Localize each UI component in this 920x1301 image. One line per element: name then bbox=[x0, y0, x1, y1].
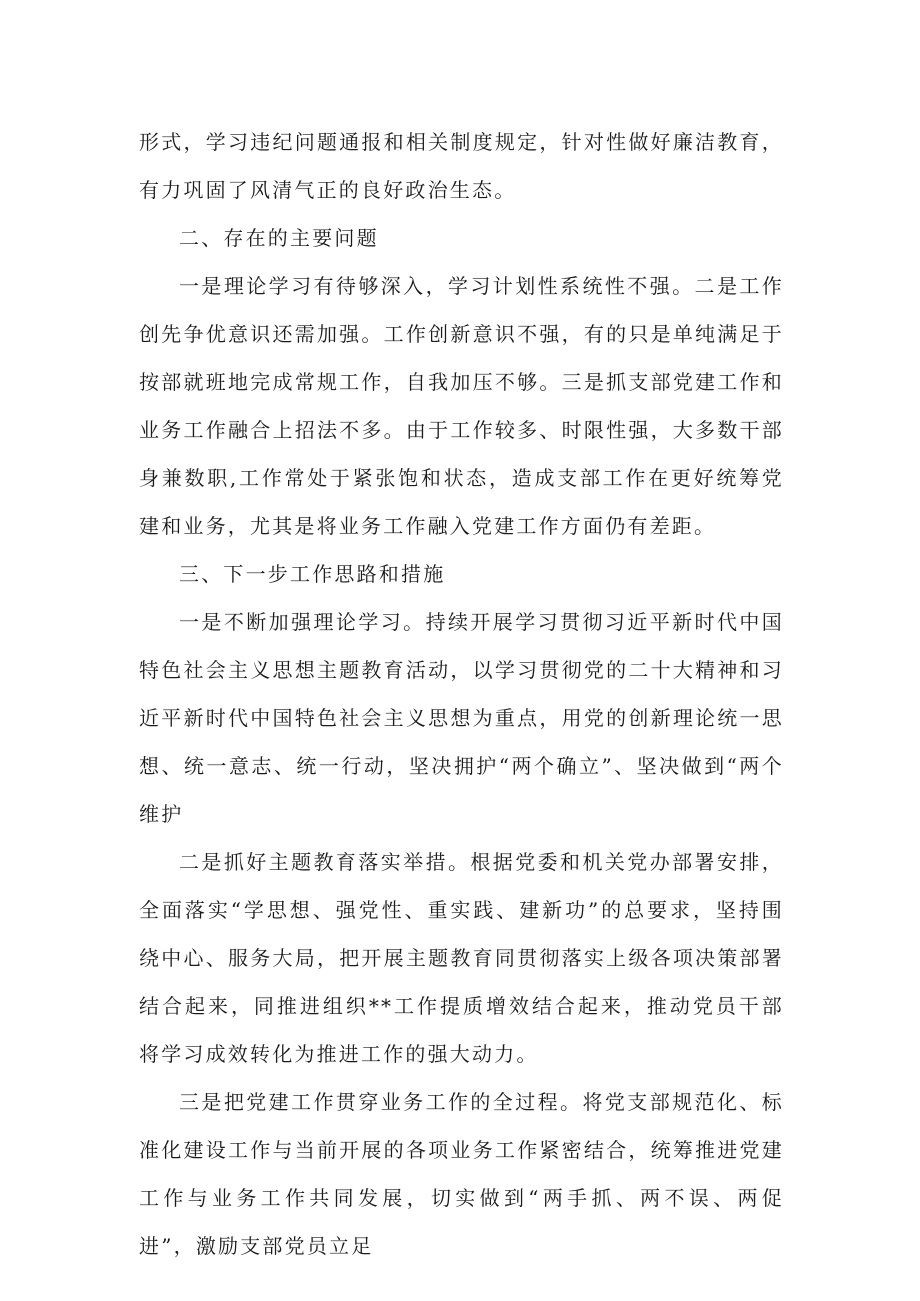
paragraph-party-building: 三是把党建工作贯穿业务工作的全过程。将党支部规范化、标准化建设工作与当前开展的各项业务工作紧密结合，统筹推进党建工作与业务工作共同发展，切实做到“两手抓、两不误、两促进”，激励支部党员立足 bbox=[139, 1090, 784, 1258]
paragraph-problems: 一是理论学习有待够深入，学习计划性系统性不强。二是工作创先争优意识还需加强。工作创新意识不强，有的只是单纯满足于按部就班地完成常规工作，自我加压不够。三是抓支部党建工作和业务工作融合上招法不多。由于工作较多、时限性强，大多数干部身兼数职,工作常处于紧张饱和状态，造成支部工作在更好统筹党建和业务，尤其是将业务工作融入党建工作方面仍有差距。 bbox=[139, 274, 784, 538]
paragraph-continuation: 形式，学习违纪问题通报和相关制度规定，针对性做好廉洁教育，有力巩固了风清气正的良好政治生态。 bbox=[139, 130, 784, 202]
paragraph-theory-study: 一是不断加强理论学习。持续开展学习贯彻习近平新时代中国特色社会主义思想主题教育活动，以学习贯彻党的二十大精神和习近平新时代中国特色社会主义思想为重点，用党的创新理论统一思想、统一意志、统一行动，坚决拥护“两个确立”、坚决做到“两个维护 bbox=[139, 610, 784, 826]
document-body bbox=[139, 118, 784, 1270]
paragraph-theme-education: 二是抓好主题教育落实举措。根据党委和机关党办部署安排，全面落实“学思想、强党性、重实践、建新功”的总要求，坚持围绕中心、服务大局，把开展主题教育同贯彻落实上级各项决策部署结合起来，同推进组织**工作提质增效结合起来，推动党员干部将学习成效转化为推进工作的强大动力。 bbox=[139, 850, 784, 1066]
section-heading-problems: 二、存在的主要问题 bbox=[179, 226, 379, 250]
section-heading-next-steps: 三、下一步工作思路和措施 bbox=[179, 562, 446, 586]
